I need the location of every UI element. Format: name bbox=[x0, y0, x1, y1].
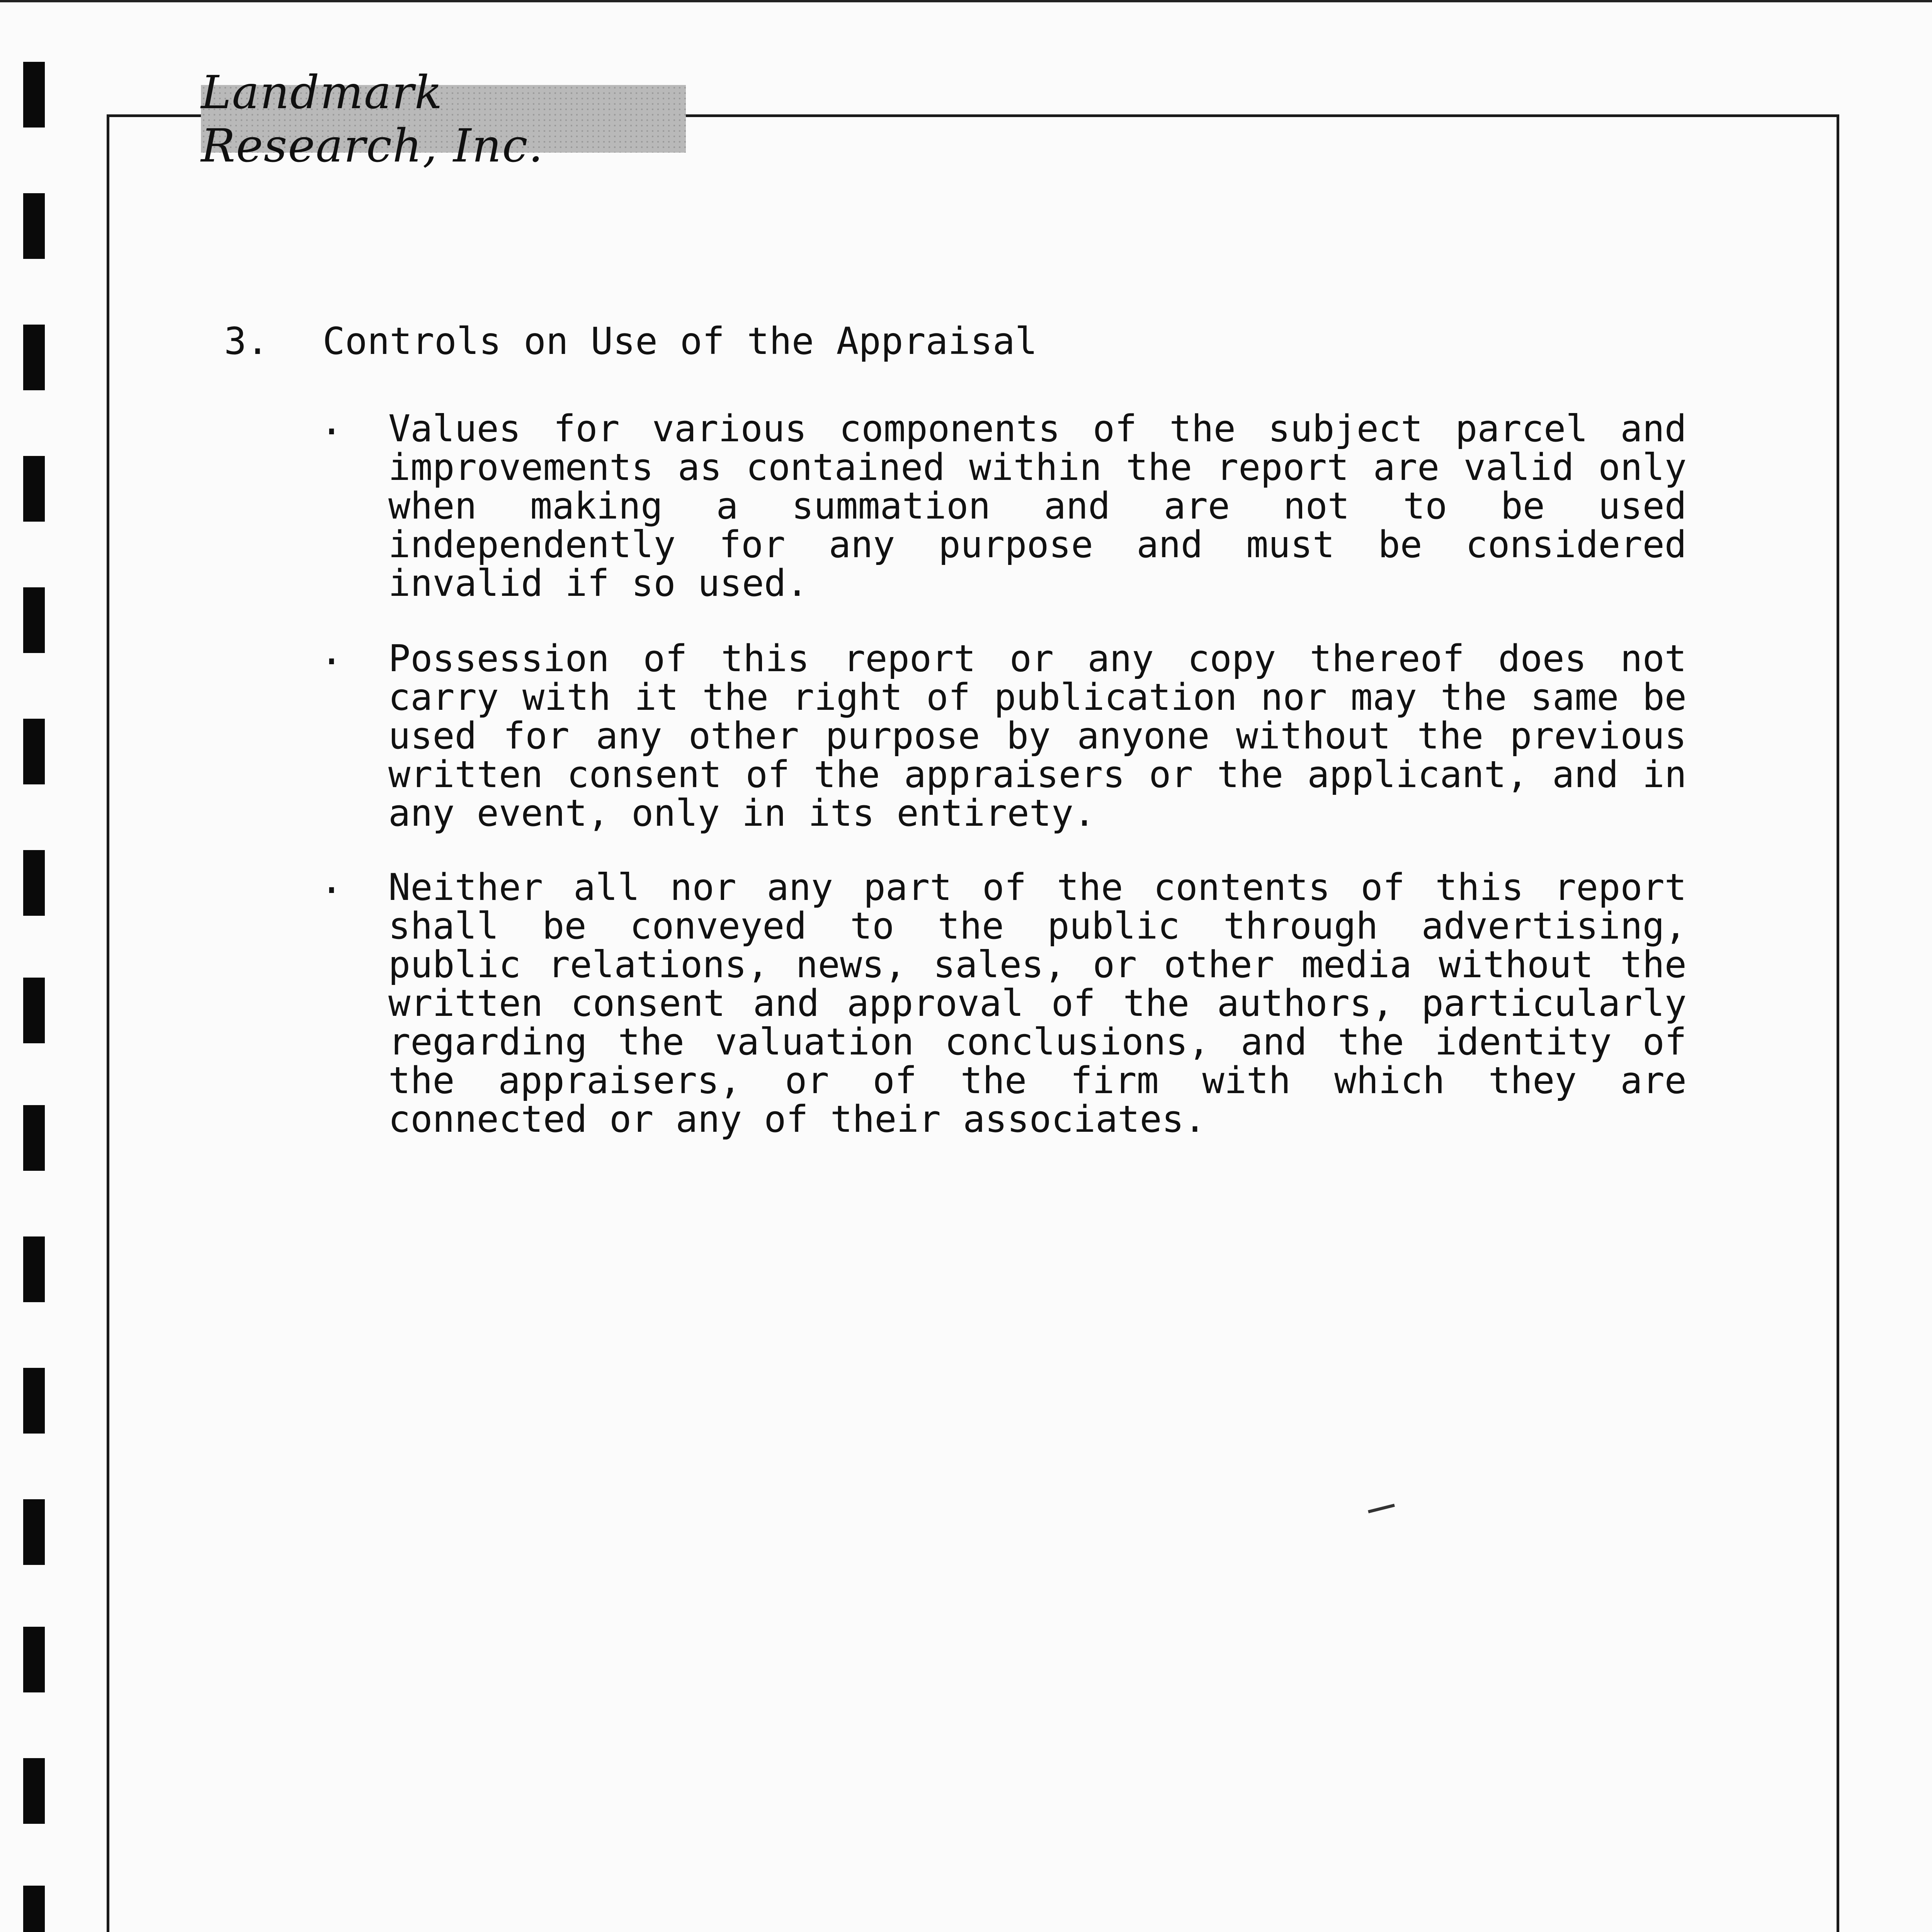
bullet-paragraph: Neither all nor any part of the contents of this report shall be conveyed to the public through advertising, public relations, news, sales, or other media without the written consent and approval of the authors, particularly regarding the valuation conclusions, and the identity of the appraisers, or of the firm with which they are connected or any of their associates. bbox=[388, 866, 1687, 1141]
section-number: 3. bbox=[224, 320, 269, 363]
company-logo bbox=[201, 65, 686, 172]
company-logo-text: Landmark Research, Inc. bbox=[201, 65, 544, 172]
bullet-marker: . bbox=[320, 398, 344, 444]
bullet-marker: . bbox=[320, 857, 344, 902]
scan-top-edge bbox=[0, 0, 1932, 2]
bullet-paragraph: Values for various components of the subject parcel and improvements as contained within the report are valid only when making a summation and are not to be used independently for any purpose and must be considered invalid if so used. bbox=[388, 408, 1687, 605]
bullet-paragraph: Possession of this report or any copy thereof does not carry with it the right of publication nor may the same be used for any other purpose by anyone without the previous written consent of the appraisers or the applicant, and in any event, only in its entirety. bbox=[388, 638, 1687, 835]
binding-hole bbox=[23, 850, 45, 916]
binding-hole bbox=[23, 587, 45, 653]
binding-hole bbox=[23, 1105, 45, 1171]
binding-hole bbox=[23, 1758, 45, 1824]
section-title: Controls on Use of the Appraisal bbox=[323, 320, 1037, 363]
binding-hole bbox=[23, 1886, 45, 1932]
binding-hole bbox=[23, 193, 45, 259]
binding-hole bbox=[23, 1236, 45, 1302]
binding-hole bbox=[23, 978, 45, 1043]
binding-hole bbox=[23, 1368, 45, 1434]
bullet-marker: . bbox=[320, 628, 344, 673]
binding-hole bbox=[23, 62, 45, 128]
binding-hole bbox=[23, 1627, 45, 1692]
binding-hole bbox=[23, 1499, 45, 1565]
binding-hole bbox=[23, 456, 45, 522]
binding-hole bbox=[23, 719, 45, 784]
binding-hole bbox=[23, 325, 45, 390]
